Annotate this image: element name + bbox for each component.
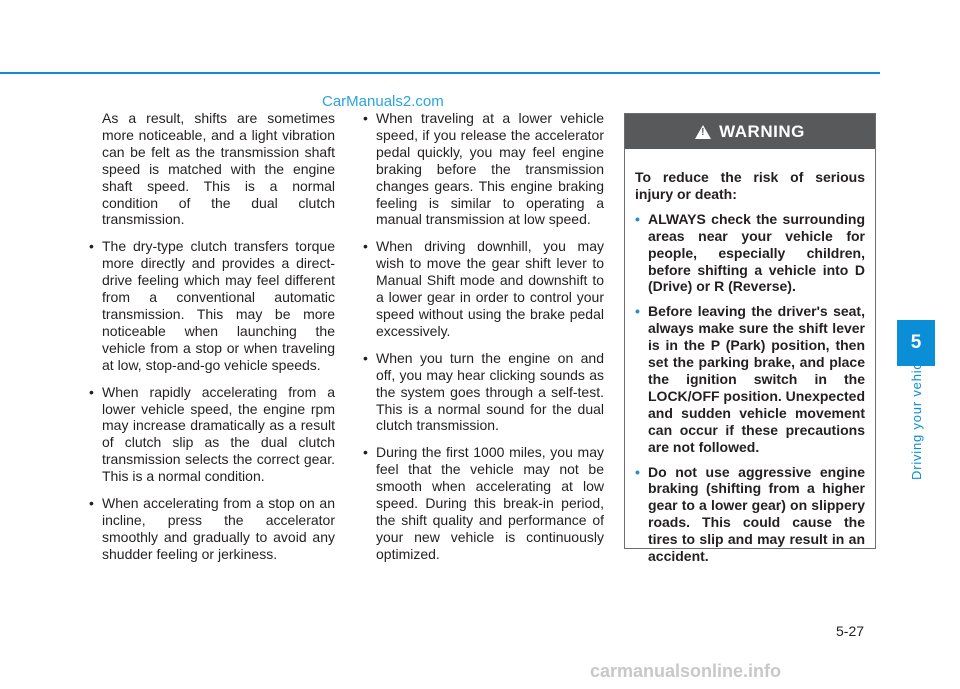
bullet-dot-icon: •	[635, 303, 640, 320]
text-column-1	[80, 110, 335, 563]
bullet-dot-icon: •	[363, 238, 368, 255]
warning-intro: To reduce the risk of serious injury or death:	[635, 169, 865, 202]
watermark-top[interactable]: CarManuals2.com	[322, 93, 444, 110]
list-item: • When accelerating from a stop on an incline, press the accelerator smoothly and gradually to avoid any shudder feeling or jerkiness.	[89, 495, 335, 562]
text-column-2	[354, 110, 604, 563]
bullet-dot-icon: •	[363, 444, 368, 461]
list-item: • When traveling at a lower vehicle speed, if you release the accelerator pedal quickly, you may feel engine braking before the transmission changes gears. This engine braking feeling is similar to operating a manual transmission at low speed.	[363, 110, 604, 228]
bullet-dot-icon: •	[89, 383, 94, 400]
bullet-dot-icon: •	[89, 238, 94, 255]
warning-item: • Before leaving the driver's seat, always make sure the shift lever is in the P (Park) position, then set the parking brake, and place the ignition switch in the LOCK/OFF position. Unexpected and sudden vehicle movement can occur if these precautions are not followed.	[635, 303, 866, 455]
list-item: • When you turn the engine on and off, you may hear clicking sounds as the system goes through a self-test. This is a normal sound for the dual clutch transmission.	[363, 349, 604, 434]
page-number: 5-27	[836, 623, 865, 639]
warning-item: • ALWAYS check the surrounding areas near your vehicle for people, especially children, before shifting a vehicle into D (Drive) or R (Reverse).	[635, 210, 865, 295]
watermark-bottom[interactable]: carmanualsonline.info	[590, 661, 782, 681]
warning-box	[624, 113, 876, 565]
chapter-tab: 5	[897, 320, 935, 366]
bullet-dot-icon: •	[89, 495, 94, 512]
continuation-paragraph: As a result, shifts are sometimes more noticeable, and a light vibration can be felt as the transmission shaft speed is matched with the engine shaft speed. This is a normal condition of the dual clutch transmission.	[102, 110, 335, 228]
list-item: • When rapidly accelerating from a lower vehicle speed, the engine rpm may increase dramatically as a result of clutch slip as the dual clutch transmission selects the correct gear. This is a normal condition.	[89, 383, 335, 485]
warning-header	[625, 114, 875, 149]
list-item: • When driving downhill, you may wish to move the gear shift lever to Manual Shift mode and downshift to a lower gear in order to control your speed without using the brake pedal excessively.	[363, 238, 604, 339]
bullet-dot-icon: •	[635, 463, 640, 480]
list-item: • The dry-type clutch transfers torque more directly and provides a direct-drive feeling which may feel different from a conventional automatic transmission. This may be more noticeable when launching the vehicle from a stop or when traveling at low, stop-and-go vehicle speeds.	[89, 238, 335, 373]
warning-body	[625, 149, 875, 565]
list-item: • During the first 1000 miles, you may feel that the vehicle may not be smooth when accelerating at low speed. During this break-in period, the shift quality and performance of your new vehicle is continuously optimized.	[363, 444, 604, 562]
warning-item: • Do not use aggressive engine braking (shifting from a higher gear to a lower gear) on slippery roads. This could cause the tires to slip and may result in an accident.	[635, 463, 865, 565]
bullet-dot-icon: •	[363, 349, 368, 366]
bullet-dot-icon: •	[635, 210, 640, 227]
warning-title: WARNING	[719, 121, 805, 141]
chapter-title: Driving your vehicle	[909, 350, 924, 480]
header-rule	[0, 72, 880, 74]
warning-triangle-icon: !	[695, 125, 711, 139]
bullet-dot-icon: •	[363, 110, 368, 126]
